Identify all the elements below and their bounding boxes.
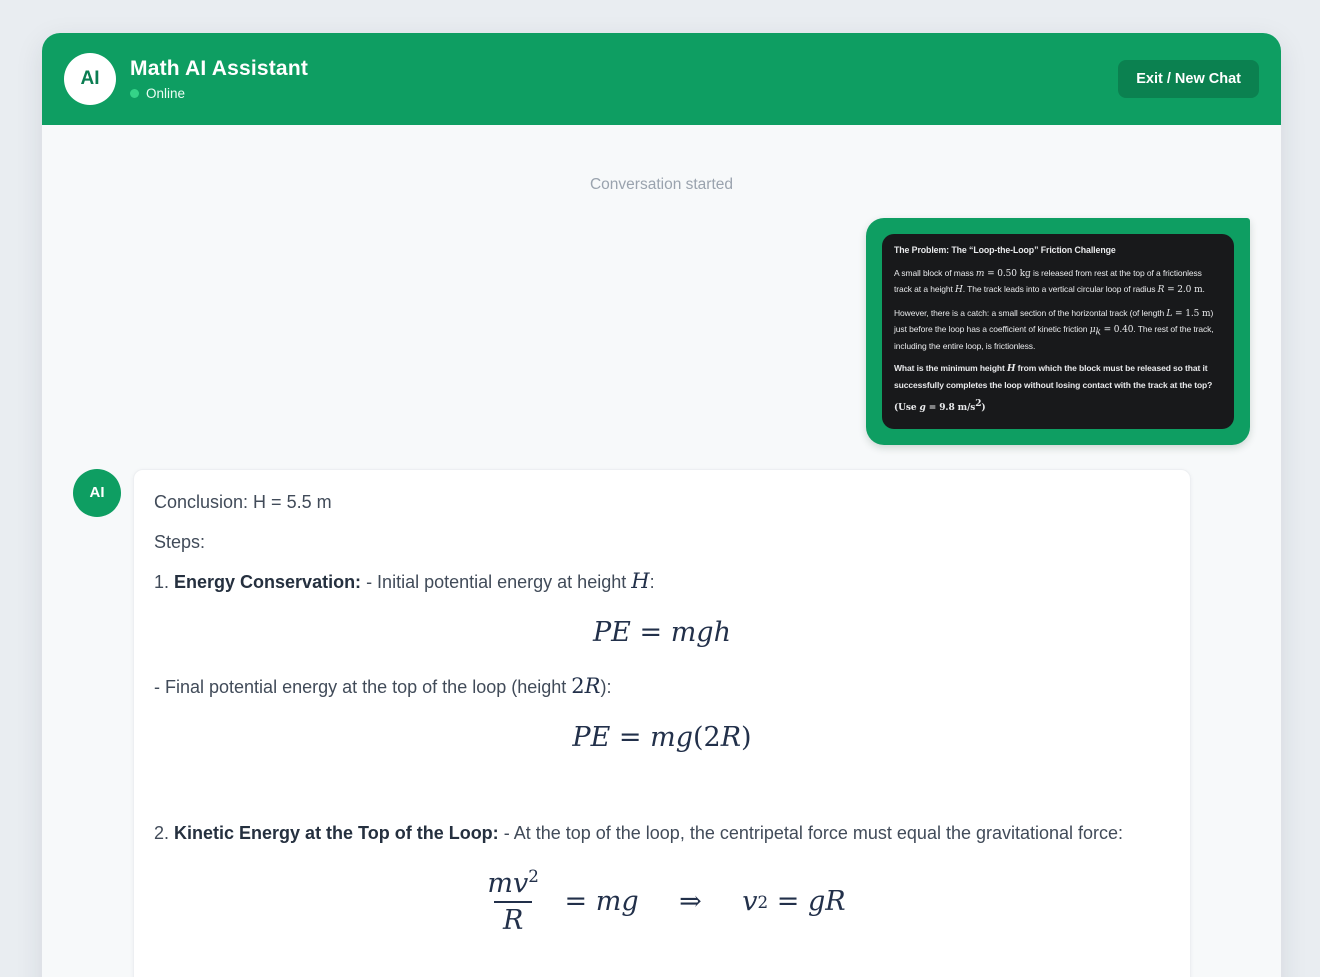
text-segment: . The track leads into a vertical circular loop of radius [962,284,1158,294]
text-segment: = [555,885,596,917]
text-segment: Kinetic Energy at the Top of the Loop: [174,822,499,843]
ai-message-body [154,482,1170,936]
user-message-bubble [866,218,1250,445]
assistant-avatar [64,53,116,105]
text-segment: mgh [670,616,731,648]
chat-header [42,33,1281,125]
ai-paragraph [154,667,1170,707]
header-text [130,57,308,101]
text-segment: mg [650,721,693,753]
status-text: Online [146,86,186,101]
fraction-denominator [494,901,532,936]
ai-paragraph [154,562,1170,602]
text-segment: H [1007,364,1016,374]
text-segment: However, there is a catch: a small section of the horizontal track (of length [894,307,1167,318]
text-segment: ): [600,676,612,697]
online-dot-icon [130,89,139,98]
text-segment: - Initial potential energy at height [361,571,632,592]
text-segment: R [502,905,524,937]
text-segment: The Problem: The “Loop-the-Loop” Friction Challenge [894,245,1116,255]
text-segment: 2. [154,822,175,843]
text-segment: 2 [975,399,982,410]
problem-paragraph [894,266,1222,299]
user-message-row [73,218,1250,445]
text-segment: PE [572,721,611,753]
text-segment: = [630,616,671,648]
text-segment: PE [593,616,631,648]
ai-paragraph [154,522,1170,562]
text-segment: L [1166,308,1173,319]
text-segment: μ [1089,325,1096,335]
ai-message-avatar [73,469,121,517]
text-segment: = 1.5 m [1172,308,1211,319]
ai-paragraph [154,482,1170,522]
ai-message-row [73,469,1250,977]
text-segment: R [584,673,601,698]
text-segment: = [768,885,808,917]
text-segment: gR [807,885,846,917]
fraction-numerator [478,865,548,902]
text-segment: = 0.50 kg [984,268,1031,279]
text-segment: Energy Conservation: [174,571,362,592]
page-title: Math AI Assistant [130,57,309,80]
math-formula [154,609,1170,656]
text-segment: 1. [154,571,175,592]
chat-window [42,33,1281,977]
ai-paragraph [154,813,1170,853]
text-segment: m [975,268,985,279]
math-formula: $\frac{mv^2}{R}$ = mg ⇒ v 2 = gR [154,869,1170,936]
math-formula [154,714,1170,761]
text-segment: 2 [571,673,585,698]
problem-paragraph [894,306,1222,355]
problem-card [882,234,1234,429]
text-segment: mg [595,885,639,917]
text-segment: R [1157,285,1165,295]
text-segment: What is the minimum height [894,363,1007,373]
exit-new-chat-button[interactable]: Exit / New Chat [1118,60,1259,98]
text-segment: = 2.0 m [1164,285,1203,295]
text-segment: - Final potential energy at the top of the loop (height [154,676,572,697]
text-segment: R [720,721,742,753]
assistant-avatar-label: AI [80,68,100,89]
text-segment: Steps: [154,531,206,552]
text-segment: = [610,721,651,753]
text-segment: = 9.8 m/s [925,403,976,413]
text-segment: ) [741,721,752,753]
problem-paragraph [894,400,1222,417]
text-segment: . The rest of the track, including the entire loop, is frictionless. [894,324,1214,351]
text-segment: H [955,285,963,295]
text-segment: is released from rest at the top of a frictionless track at a height [894,267,1202,294]
text-segment: g [919,403,926,413]
text-segment: ) [981,403,986,413]
text-segment: A small block of mass [894,267,976,278]
text-segment: (Use [894,403,920,413]
text-segment: 2 [528,865,539,886]
status-row [130,86,308,101]
conversation-started-label: Conversation started [589,176,734,193]
text-segment: k [1095,327,1101,338]
text-segment: ⇒ [638,885,743,917]
ai-message-card [133,469,1191,977]
text-segment: H [631,568,650,593]
problem-paragraph [894,361,1222,393]
text-segment: : [649,571,655,592]
chat-scroll-area[interactable] [42,125,1281,977]
text-segment: - At the top of the loop, the centripetal force must equal the gravitational force: [498,822,1124,843]
text-segment: mv [487,867,529,899]
fraction [478,865,548,937]
ai-avatar-label: AI [89,484,105,501]
problem-paragraph [894,243,1222,259]
text-segment: . [1202,284,1205,294]
text-segment: ) just before the loop has a coefficient of kinetic friction [894,307,1214,334]
text-segment: Conclusion: H = 5.5 m [154,491,332,512]
text-segment: v [742,885,758,917]
text-segment: (2 [692,721,721,753]
text-segment: from which the block must be released so that it successfully completes the loop without losing contact with the track at the top? [894,363,1213,390]
text-segment: = 0.40 [1100,325,1134,335]
